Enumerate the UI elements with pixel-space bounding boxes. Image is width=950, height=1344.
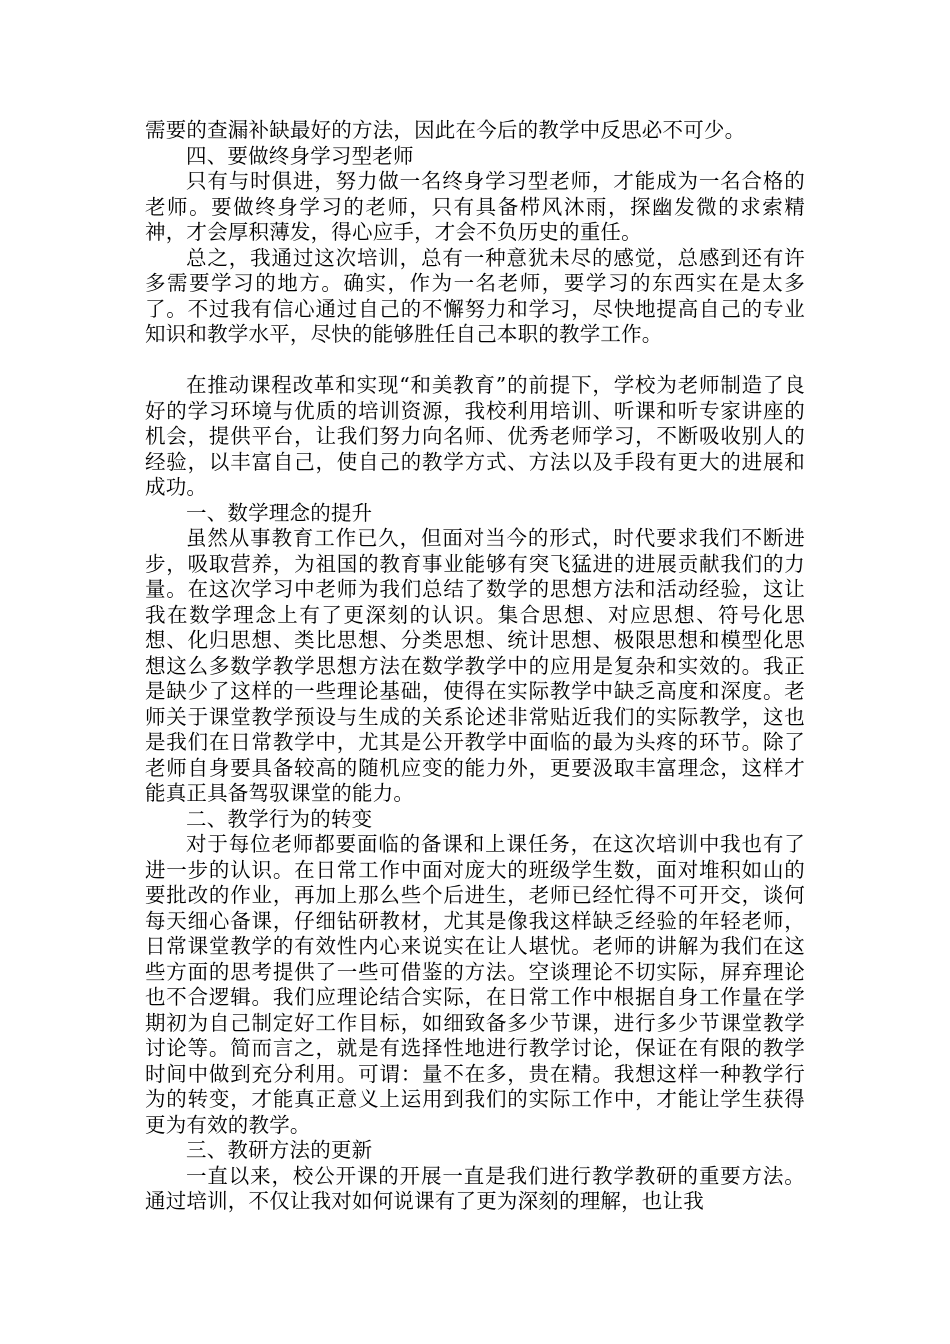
blank-line [145,348,805,374]
paragraph-research-method: 一直以来，校公开课的开展一直是我们进行教学教研的重要方法。通过培训，不仅让我对如何说课有了更为深刻的理解，也让我 [145,1163,805,1213]
section-heading-4: 四、要做终身学习型老师 [186,143,414,168]
paragraph-teaching-behavior: 对于每位老师都要面临的备课和上课任务，在这次培训中我也有了进一步的认识。在日常工作中面对庞大的班级学生数，面对堆积如山的要批改的作业，再加上那么些个后进生，老师已经忙得不可开交，谈何每天细心备课，仔细钻研教材，尤其是像我这样缺乏经验的年轻老师，日常课堂教学的有效性内心来说实在让人堪忧。老师的讲解为我们在这些方面的思考提供了一些可借鉴的方法。空谈理论不切实际，屏弃理论也不合逻辑。我们应理论结合实际，在日常工作中根据自身工作量在学期初为自己制定好工作目标，如细致备多少节课，进行多少节课堂教学讨论等。简而言之，就是有选择性地进行教学讨论，保证在有限的教学时间中做到充分利用。可谓：量不在多，贵在精。我想这样一种教学行为的转变，才能真正意义上运用到我们的实际工作中，才能让学生获得更为有效的教学。 [145,832,805,1137]
paragraph-math-concept: 虽然从事教育工作已久，但面对当今的形式，时代要求我们不断进步，吸取营养，为祖国的教育事业能够有突飞猛进的进展贡献我们的力量。在这次学习中老师为我们总结了数学的思想方法和活动经验，这让我在数学理念上有了更深刻的认识。集合思想、对应思想、符号化思想、化归思想、类比思想、分类思想、统计思想、极限思想和模型化思想这么多数学教学思想方法在数学教学中的应用是复杂和实效的。我正是缺少了这样的一些理论基础，使得在实际教学中缺乏高度和深度。老师关于课堂教学预设与生成的关系论述非常贴近我们的实际教学，这也是我们在日常教学中，尤其是公开教学中面临的最为头疼的环节。除了老师自身要具备较高的随机应变的能力外，更要汲取丰富理念，这样才能真正具备驾驭课堂的能力。 [145,526,805,805]
paragraph-intro: 在推动课程改革和实现“和美教育”的前提下，学校为老师制造了良好的学习环境与优质的培训资源，我校利用培训、听课和听专家讲座的机会，提供平台，让我们努力向名师、优秀老师学习，不断吸收别人的经验，以丰富自己，使自己的教学方式、方法以及手段有更大的进展和成功。 [145,373,805,499]
paragraph-continuation: 需要的查漏补缺最好的方法，因此在今后的教学中反思必不可少。 [145,118,746,142]
document-page [145,118,805,1215]
section-heading-3: 三、教研方法的更新 [186,1138,373,1162]
paragraph-lifelong-learning: 只有与时俱进，努力做一名终身学习型老师，才能成为一名合格的老师。要做终身学习的老师，只有具备栉风沐雨，探幽发微的求索精神，才会厚积薄发，得心应手，才会不负历史的重任。 [145,169,805,244]
section-heading-2: 二、教学行为的转变 [186,806,373,831]
section-heading-1: 一、数学理念的提升 [186,500,373,525]
paragraph-summary: 总之，我通过这次培训，总有一种意犹未尽的感觉，总感到还有许多需要学习的地方。确实，作为一名老师，要学习的东西实在是太多了。不过我有信心通过自己的不懈努力和学习，尽快地提高自己的专业知识和教学水平，尽快的能够胜任自己本职的教学工作。 [145,245,805,346]
